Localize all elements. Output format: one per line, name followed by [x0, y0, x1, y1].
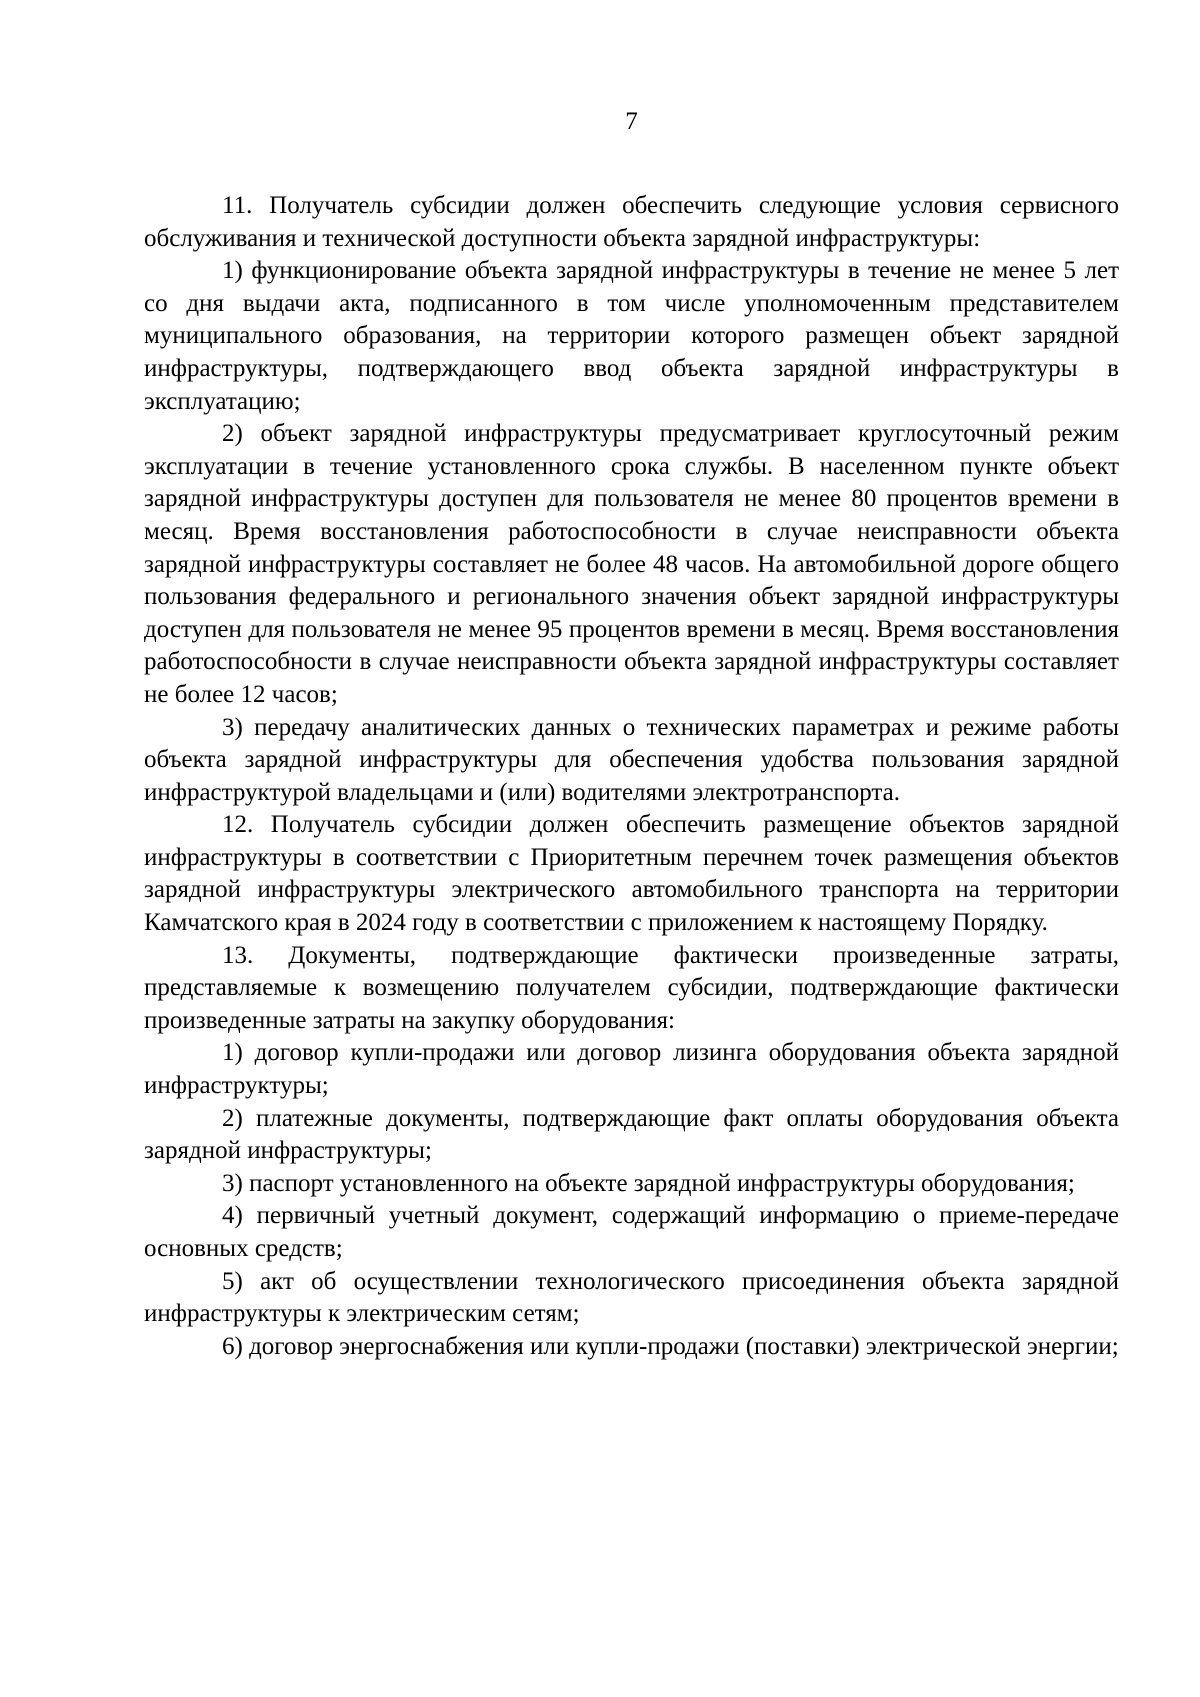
- paragraph-11: 11. Получатель субсидии должен обеспечить следующие условия сервисного обслуживания и технической доступности объекта зарядной инфраструктуры:: [144, 192, 1119, 252]
- paragraph-13-item-1: 1) договор купли-продажи или договор лизинга оборудования объекта зарядной инфраструктуры;: [144, 1039, 1119, 1100]
- paragraph-13: 13. Документы, подтверждающие фактически произведенные затраты, представляемые к возмещению получателем субсидии, подтверждающие фактически произведенные затраты на закупку оборудования:: [144, 941, 1119, 1034]
- paragraph-11-item-2: 2) объект зарядной инфраструктуры предусматривает круглосуточный режим эксплуатации в течение установленного срока службы. В населенном пункте объект зарядной инфраструктуры доступен для пользователя не менее 80 процентов времени в месяц. Время восстановления работоспособности в случае неисправности объекта зарядной инфраструктуры составляет не более 48 часов. На автомобильной дороге общего пользования федерального и регионального значения объект зарядной инфраструктуры доступен для пользователя не менее 95 процентов времени в месяц. Время восстановления работоспособности в случае неисправности объекта зарядной инфраструктуры составляет не более 12 часов;: [144, 420, 1119, 708]
- page-number: 7: [625, 108, 638, 135]
- paragraph-13-item-3: 3) паспорт установленного на объекте зарядной инфраструктуры оборудования;: [222, 1169, 1075, 1197]
- paragraph-12: 12. Получатель субсидии должен обеспечить размещение объектов зарядной инфраструктуры в соответствии с Приоритетным перечнем точек размещения объектов зарядной инфраструктуры электрического автомобильного транспорта на территории Камчатского края в 2024 году в соответствии с приложением к настоящему Порядку.: [144, 811, 1119, 937]
- paragraph-11-item-1: 1) функционирование объекта зарядной инфраструктуры в течение не менее 5 лет со дня выдачи акта, подписанного в том числе уполномоченным представителем муниципального образования, на территории которого размещен объект зарядной инфраструктуры, подтверждающего ввод объекта зарядной инфраструктуры в эксплуатацию;: [144, 257, 1119, 415]
- document-page: [144, 104, 1119, 1363]
- paragraph-13-item-4: 4) первичный учетный документ, содержащий информацию о приеме-передаче основных средств;: [144, 1202, 1119, 1262]
- paragraph-13-item-2: 2) платежные документы, подтверждающие факт оплаты оборудования объекта зарядной инфраструктуры;: [144, 1104, 1119, 1165]
- paragraph-13-item-6: 6) договор энергоснабжения или купли-продажи (поставки) электрической энергии;: [222, 1332, 1119, 1360]
- paragraph-11-item-3: 3) передачу аналитических данных о технических параметрах и режиме работы объекта зарядной инфраструктуры для обеспечения удобства пользования зарядной инфраструктурой владельцами и (или) водителями электротранспорта.: [144, 713, 1119, 806]
- paragraph-13-item-5: 5) акт об осуществлении технологического присоединения объекта зарядной инфраструктуры к электрическим сетям;: [144, 1267, 1119, 1328]
